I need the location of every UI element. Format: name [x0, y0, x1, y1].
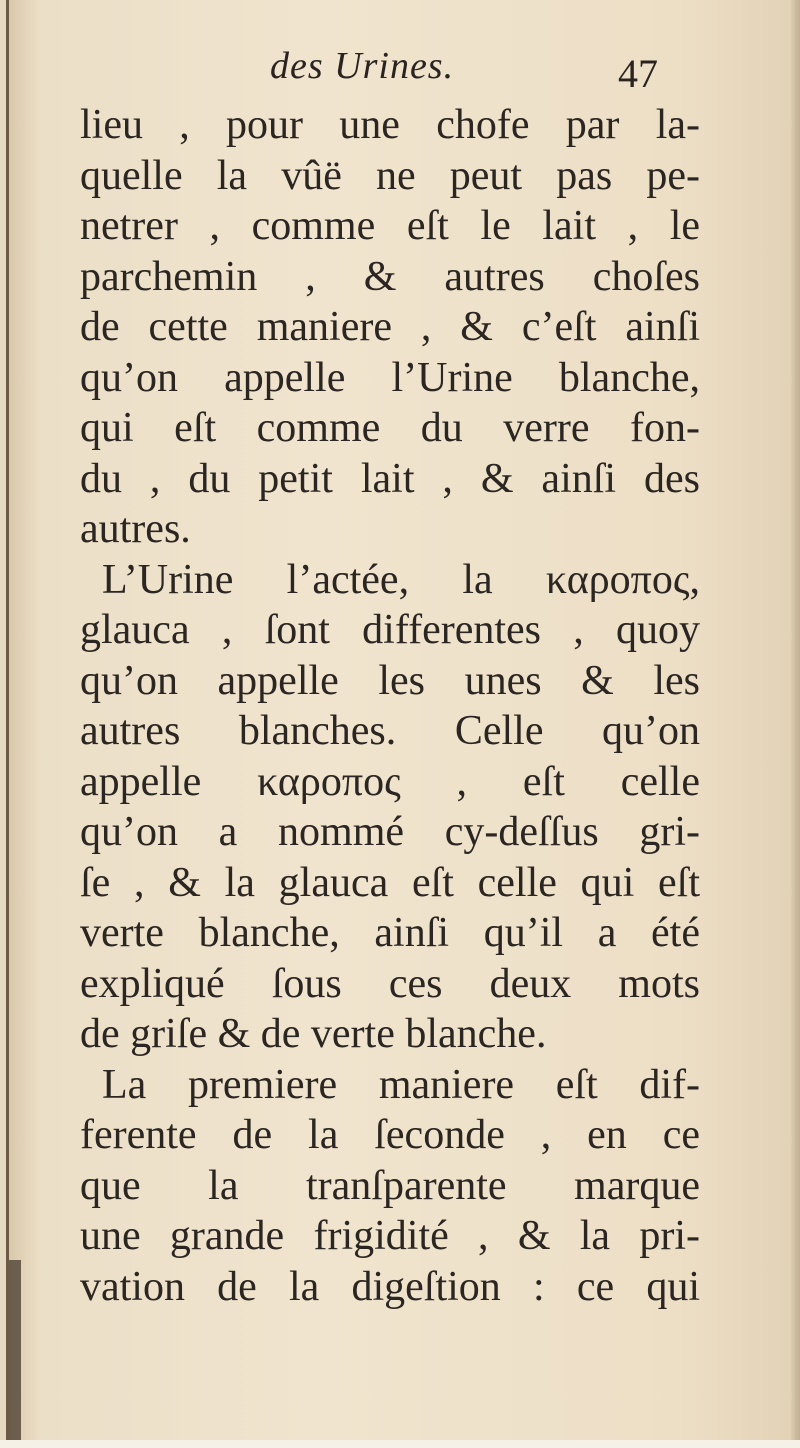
text-line: autres. — [80, 506, 191, 552]
text-line: expliqué ſous ces deux mots — [80, 960, 700, 1007]
text-line: autres blanches. Celle qu’on — [80, 708, 700, 754]
running-title: des Urines. — [270, 45, 455, 87]
text-line: quelle la vûë ne peut pas pe- — [80, 152, 700, 199]
text-line: netrer , comme eſt le lait , le — [80, 203, 700, 249]
text-line: glauca , ſont differentes , quoy — [80, 607, 700, 653]
text-line: une grande frigidité , & la pri- — [80, 1213, 700, 1259]
text-line: lieu , pour une chofe par la- — [80, 102, 700, 148]
body-text — [80, 100, 700, 1312]
text-line: que la tranſparente marque — [80, 1162, 700, 1209]
text-line: ferente de la ſeconde , en ce — [80, 1112, 700, 1158]
text-line: La premiere maniere eſt dif- — [102, 1061, 700, 1108]
text-line: vation de la digeſtion : ce qui — [80, 1263, 700, 1310]
scan-bottom-margin — [0, 1440, 800, 1448]
text-line: parchemin , & autres choſes — [80, 253, 700, 300]
text-line: de griſe & de verte blanche. — [80, 1011, 547, 1057]
text-line: de cette maniere , & c’eſt ainſi — [80, 304, 700, 350]
text-line: ſe , & la glauca eſt celle qui eſt — [80, 859, 700, 906]
text-line: appelle καροπος , eſt celle — [80, 758, 700, 805]
text-line: qu’on appelle l’Urine blanche, — [80, 354, 700, 401]
text-line: verte blanche, ainſi qu’il a été — [80, 910, 700, 956]
binding-edge — [9, 1260, 21, 1440]
text-line: qu’on appelle les unes & les — [80, 657, 700, 704]
text-line: qui eſt comme du verre fon- — [80, 405, 700, 451]
text-line: L’Urine l’actée, la καροπος, — [102, 556, 700, 603]
page-number: 47 — [618, 51, 658, 96]
page-edge-shadow — [790, 0, 800, 1448]
running-head — [0, 44, 800, 94]
text-line: qu’on a nommé cy-deſſus gri- — [80, 809, 700, 855]
text-line: du , du petit lait , & ainſi des — [80, 455, 700, 502]
